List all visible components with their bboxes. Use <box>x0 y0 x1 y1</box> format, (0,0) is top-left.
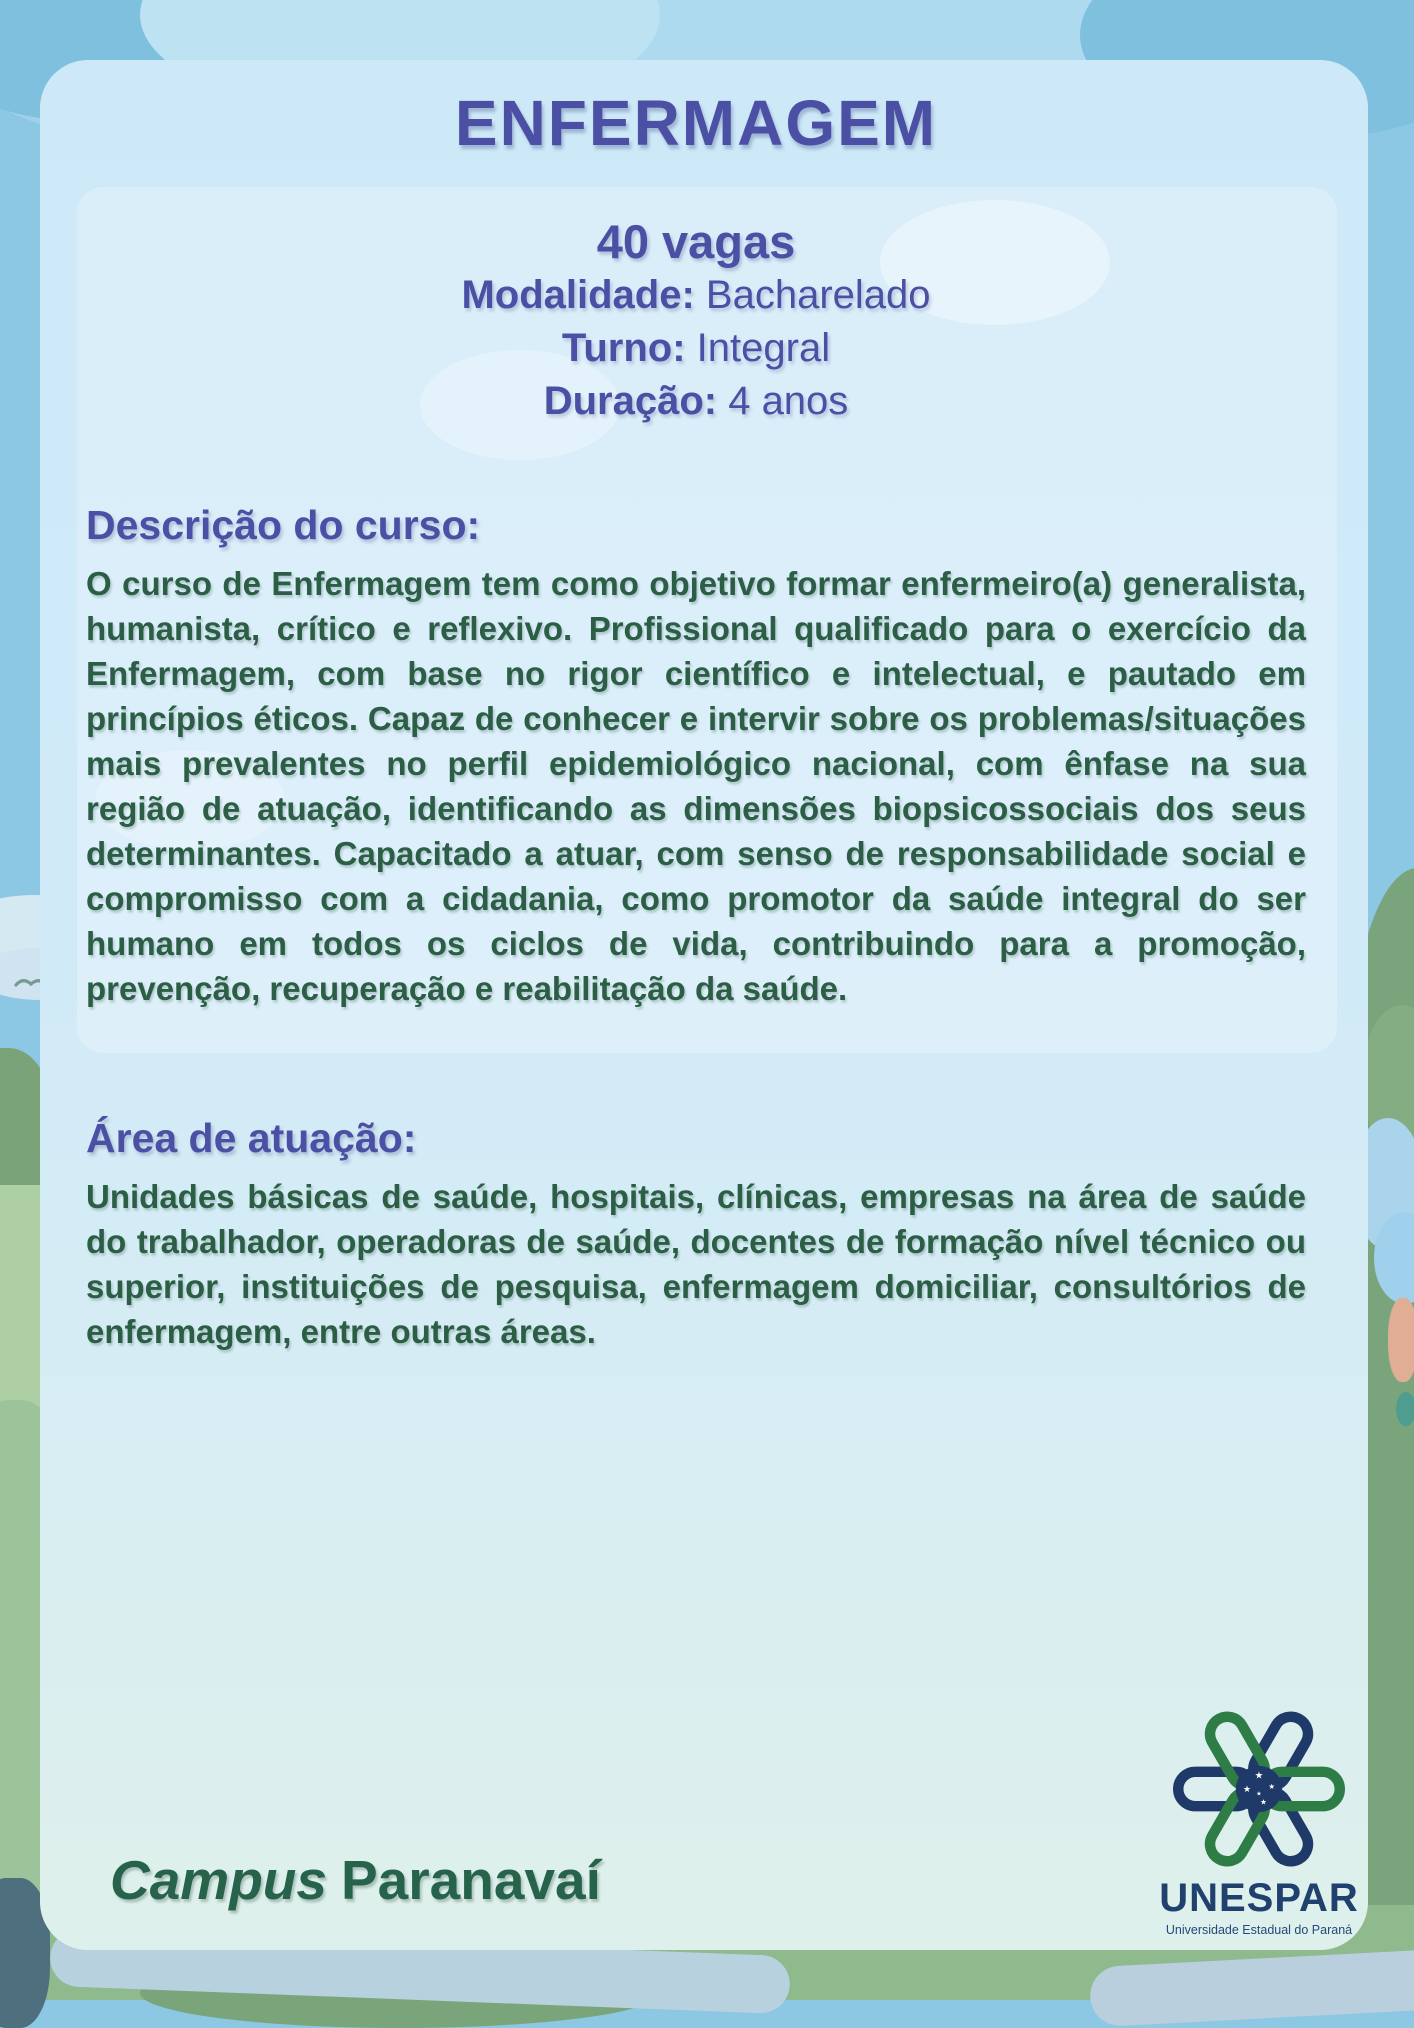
poster-card <box>40 60 1368 1950</box>
svg-text:★: ★ <box>1268 1782 1276 1791</box>
vacancies-text: 40 vagas <box>596 215 796 268</box>
svg-text:★: ★ <box>1243 1784 1252 1795</box>
info-label: Modalidade: <box>461 273 695 317</box>
info-row-duracao <box>86 375 1306 428</box>
info-value: Bacharelado <box>705 273 931 317</box>
svg-text:★: ★ <box>1256 1790 1262 1798</box>
svg-text:★: ★ <box>1260 1797 1267 1807</box>
section-body-area: Unidades básicas de saúde, hospitais, clínicas, empresas na área de saúde do trabalhador, operadoras de saúde, docentes de formação nível técnico ou superior, instituições de pesquisa, enfermagem domiciliar, consultórios de enfermagem, entre outras áreas. <box>86 1178 1306 1350</box>
info-value: 4 anos <box>728 379 849 423</box>
svg-text:★: ★ <box>1254 1770 1264 1782</box>
info-row-modalidade <box>86 269 1306 322</box>
info-row-turno <box>86 322 1306 375</box>
info-label: Duração: <box>543 379 718 423</box>
content-column <box>86 60 1306 1354</box>
unespar-emblem-icon <box>1173 1698 1345 1880</box>
unespar-logo <box>1154 1698 1364 1937</box>
unespar-wordmark: UNESPAR <box>1159 1876 1359 1920</box>
course-title: ENFERMAGEM <box>454 87 938 159</box>
campus-name: Paranavaí <box>341 1849 601 1911</box>
section-body-descricao: O curso de Enfermagem tem como objetivo formar enfermeiro(a) generalista, humanista, crítico e reflexivo. Profissional qualificado para o exercício da Enfermagem, com base no rigor científico e intelectual, e pautado em princípios éticos. Capaz de conhecer e intervir sobre os problemas/situações mais prevalentes no perfil epidemiológico nacional, com ênfase na sua região de atuação, identificando as dimensões biopsicossociais dos seus determinantes. Capacitado a atuar, com senso de responsabilidade social e compromisso com a cidadania, como promotor da saúde integral do ser humano em todos os ciclos de vida, contribuindo para a promoção, prevenção, recuperação e reabilitação da saúde. <box>86 565 1306 1007</box>
info-value: Integral <box>696 326 831 370</box>
info-label: Turno: <box>561 326 686 370</box>
section-heading-area: Área de atuação: <box>86 1115 417 1161</box>
accent-shape <box>1396 1392 1414 1426</box>
section-heading-descricao: Descrição do curso: <box>86 502 481 548</box>
campus-prefix: Campus <box>110 1849 327 1911</box>
path-shape <box>1388 1298 1414 1382</box>
campus-label <box>110 1848 601 1912</box>
unespar-tagline: Universidade Estadual do Paraná <box>1165 1923 1353 1937</box>
